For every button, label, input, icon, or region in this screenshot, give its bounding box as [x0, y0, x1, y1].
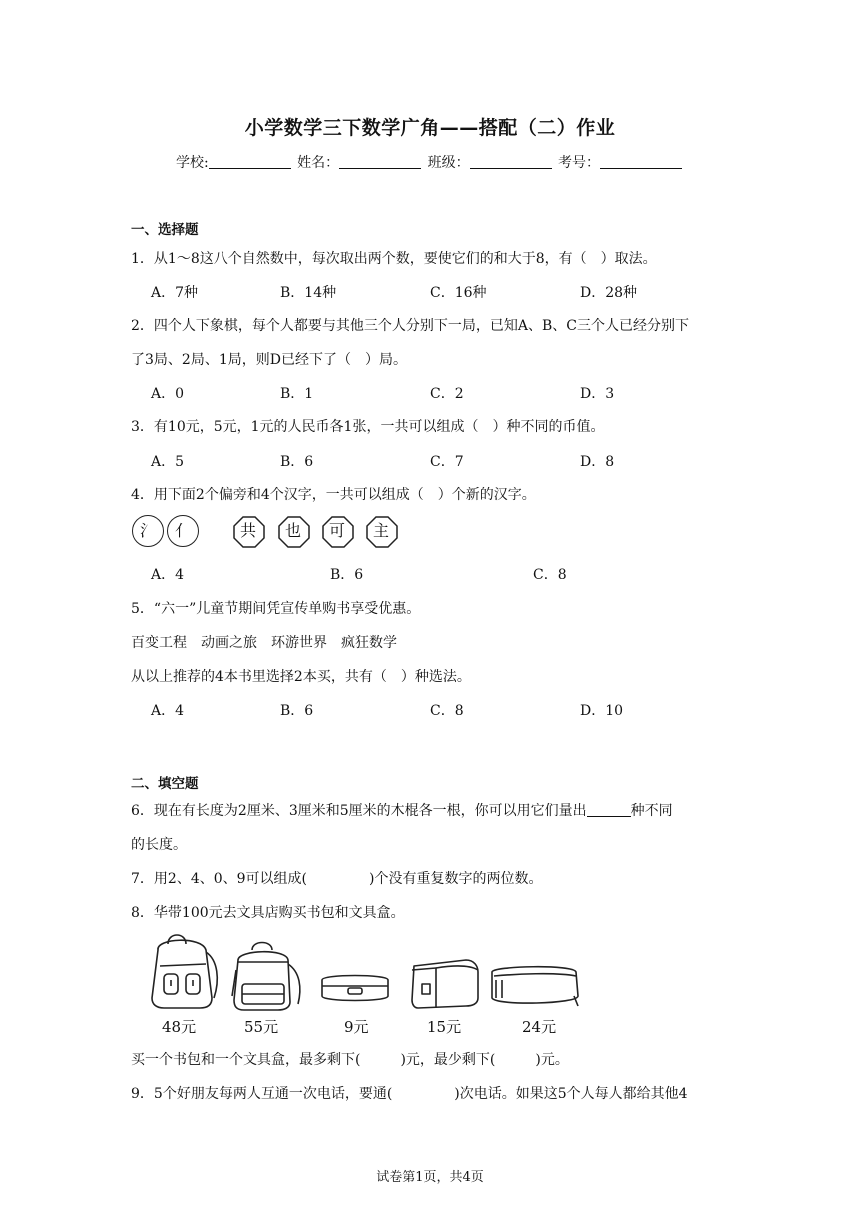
q5-option-d[interactable]: D．10 — [580, 703, 624, 719]
name-blank[interactable] — [339, 154, 421, 169]
question-5-line-1: 5．“六一”儿童节期间凭宣传单购书享受优惠。 — [131, 601, 421, 617]
character-gong — [233, 516, 263, 546]
q2-option-a[interactable]: A．0 — [151, 386, 185, 402]
question-1-text: 1．从1～8这八个自然数中，每次取出两个数，要使它们的和大于8，有（ ）取法。 — [131, 251, 657, 267]
q5-option-b[interactable]: B．6 — [280, 703, 314, 719]
backpack-icon — [146, 930, 222, 1010]
q3-option-d[interactable]: D．8 — [580, 454, 615, 470]
price-backpack-2: 55元 — [244, 1018, 279, 1036]
backpack-icon-2 — [228, 940, 304, 1012]
q4-option-c[interactable]: C．8 — [533, 567, 567, 583]
character-ke-text: 可 — [328, 521, 345, 540]
question-8-answer — [131, 1049, 569, 1069]
price-pencil-case-2: 15元 — [427, 1018, 462, 1036]
pencil-case-icon-3 — [486, 962, 582, 1010]
q5-option-a[interactable]: A．4 — [151, 703, 185, 719]
q2-option-d[interactable]: D．3 — [580, 386, 615, 402]
q4-option-b[interactable]: B．6 — [330, 567, 364, 583]
q2-option-b[interactable]: B．1 — [280, 386, 314, 402]
question-7-text — [131, 868, 542, 888]
book-list — [131, 632, 397, 652]
student-info-row — [0, 152, 860, 172]
section-heading-fill: 二、填空题 — [131, 776, 199, 792]
radical-person: 亻 — [167, 515, 199, 547]
school-label: 学校: — [175, 155, 209, 171]
price-pencil-case-3: 24元 — [522, 1018, 557, 1036]
q1-option-a[interactable]: A．7种 — [151, 285, 199, 301]
q6-text-b: 种不同 — [630, 803, 673, 819]
question-9-text — [131, 1083, 688, 1103]
q3-option-c[interactable]: C．7 — [430, 454, 464, 470]
character-gong-text: 共 — [239, 521, 256, 540]
question-2-line-2: 了3局、2局、1局，则D已经下了（ ）局。 — [131, 352, 407, 368]
q9-text-a: 9．5个好朋友每两人互通一次电话，要通( — [131, 1086, 393, 1102]
class-blank[interactable] — [470, 154, 552, 169]
question-6-line-2: 的长度。 — [131, 837, 187, 853]
q4-option-a[interactable]: A．4 — [151, 567, 185, 583]
character-ke — [322, 516, 352, 546]
page-footer: 试卷第1页，共4页 — [376, 1170, 484, 1185]
school-blank[interactable] — [209, 154, 291, 169]
page-title: 小学数学三下数学广角——搭配（二）作业 — [244, 117, 616, 139]
q7-text-b: )个没有重复数字的两位数。 — [369, 871, 543, 887]
question-3-text: 3．有10元，5元，1元的人民币各1张，一共可以组成（ ）种不同的币值。 — [131, 419, 605, 435]
q8-text-a: 买一个书包和一个文具盒，最多剩下( — [131, 1052, 361, 1068]
q1-option-b[interactable]: B．14种 — [280, 285, 337, 301]
class-label: 班级： — [427, 155, 470, 171]
question-4-text: 4．用下面2个偏旁和4个汉字，一共可以组成（ ）个新的汉字。 — [131, 487, 536, 503]
character-zhu — [366, 516, 396, 546]
q9-text-b: )次电话。如果这5个人每人都给其他4 — [454, 1086, 688, 1102]
q8-text-c: )元。 — [535, 1052, 569, 1068]
q3-option-a[interactable]: A．5 — [151, 454, 185, 470]
book-4: 疯狂数学 — [341, 635, 397, 651]
q7-text-a: 7．用2、4、0、9可以组成( — [131, 871, 307, 887]
q3-option-b[interactable]: B．6 — [280, 454, 314, 470]
question-2-line-1: 2．四个人下象棋，每个人都要与其他三个人分别下一局，已知A、B、C三个人已经分别下 — [131, 318, 690, 334]
question-5-line-3: 从以上推荐的4本书里选择2本买，共有（ ）种选法。 — [131, 669, 471, 685]
q5-option-c[interactable]: C．8 — [430, 703, 464, 719]
pencil-case-icon-2 — [408, 954, 480, 1010]
pencil-case-icon — [318, 970, 392, 1006]
q6-answer-blank[interactable] — [587, 802, 631, 817]
price-backpack-1: 48元 — [162, 1018, 197, 1036]
q2-option-c[interactable]: C．2 — [430, 386, 464, 402]
exam-no-label: 考号： — [558, 155, 601, 171]
question-8-text: 8．华带100元去文具店购买书包和文具盒。 — [131, 905, 405, 921]
name-label: 姓名： — [297, 155, 340, 171]
exam-no-blank[interactable] — [600, 154, 682, 169]
radical-water: 氵 — [132, 515, 164, 547]
q1-option-d[interactable]: D．28种 — [580, 285, 638, 301]
question-6-line-1 — [131, 800, 673, 820]
book-3: 环游世界 — [271, 635, 327, 651]
price-pencil-case-1: 9元 — [344, 1018, 369, 1036]
q1-option-c[interactable]: C．16种 — [430, 285, 487, 301]
q6-text-a: 6．现在有长度为2厘米、3厘米和5厘米的木棍各一根，你可以用它们量出 — [131, 803, 587, 819]
character-zhu-text: 主 — [372, 521, 389, 540]
q8-text-b: )元，最少剩下( — [400, 1052, 496, 1068]
character-ye-text: 也 — [284, 521, 301, 540]
character-ye — [278, 516, 308, 546]
book-2: 动画之旅 — [201, 635, 257, 651]
section-heading-choice: 一、选择题 — [131, 222, 199, 238]
book-1: 百变工程 — [131, 635, 187, 651]
